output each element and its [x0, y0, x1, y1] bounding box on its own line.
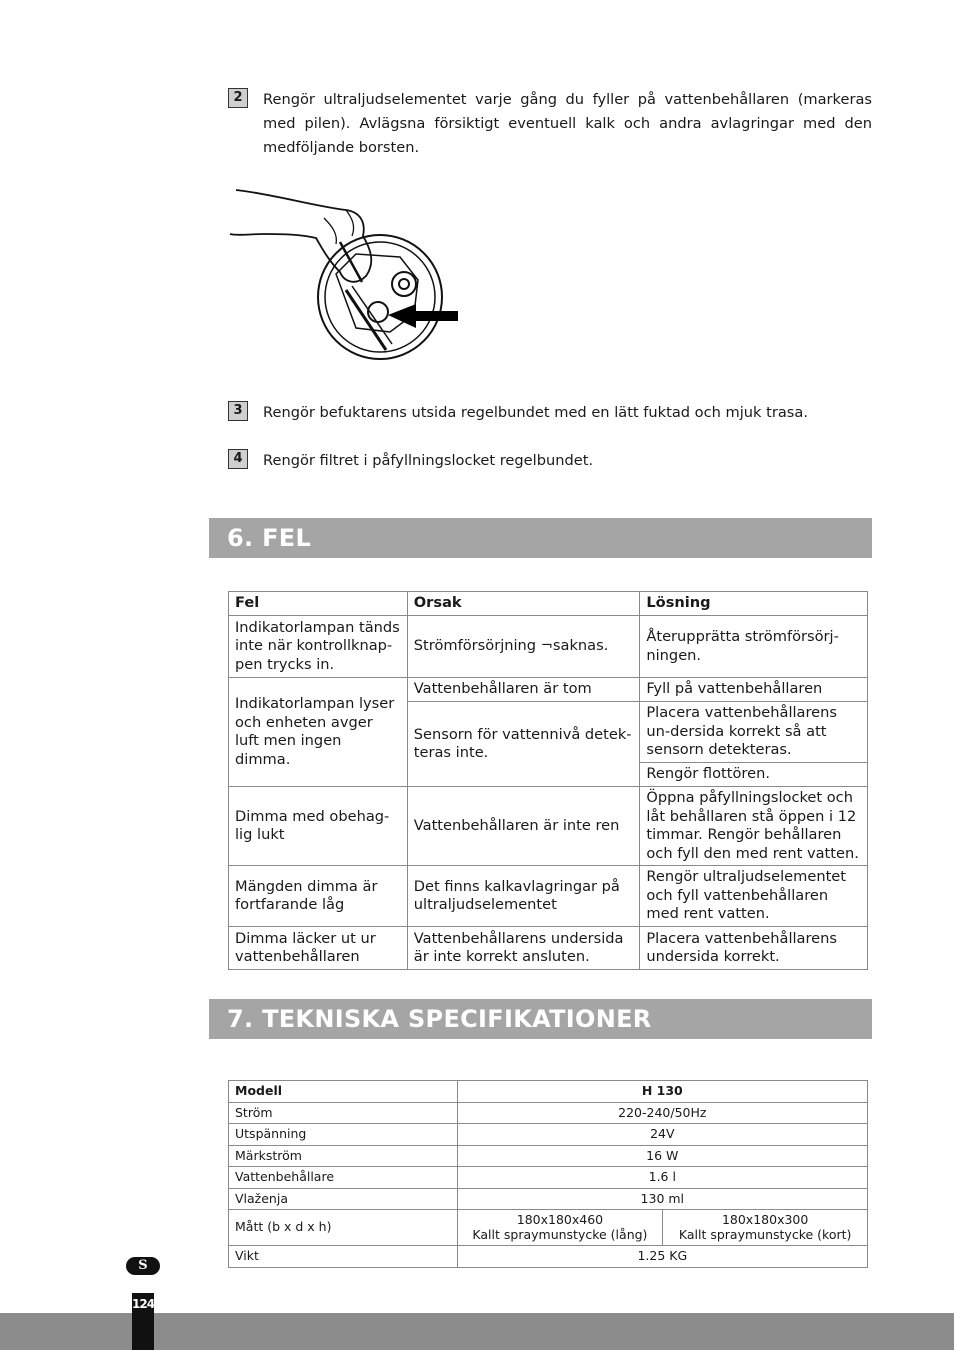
table-row: [229, 1102, 868, 1124]
header-solution: Lösning: [640, 592, 868, 616]
fault-cell: Indikatorlampan tänds inte när kontrollknap-pen trycks in.: [229, 616, 408, 678]
fault-cell: Dimma läcker ut ur vattenbehållaren: [229, 927, 408, 970]
table-row: [229, 1210, 868, 1246]
spec-value: 130 ml: [457, 1188, 867, 1210]
spec-label: Mått (b x d x h): [229, 1210, 458, 1246]
spec-label: Vlaženja: [229, 1188, 458, 1210]
step-text: Rengör befuktarens utsida regelbundet med en lätt fuktad och mjuk trasa.: [263, 404, 808, 421]
solution-cell: Öppna påfyllningslocket och låt behållaren stå öppen i 12 timmar. Rengör behållaren och fyll den med rent vatten.: [640, 787, 868, 866]
short-note: Kallt spraymunstycke (kort): [678, 1226, 852, 1242]
cause-cell: Vattenbehållarens undersida är inte korrekt ansluten.: [407, 927, 640, 970]
table-row: [229, 1124, 868, 1146]
step-4: [228, 449, 872, 473]
spec-label: Vattenbehållare: [229, 1167, 458, 1189]
arrow-icon: [388, 304, 458, 328]
page-number: 124: [132, 1297, 155, 1311]
table-row: [229, 616, 868, 678]
step-2: [228, 88, 872, 160]
header-cause: Orsak: [407, 592, 640, 616]
fault-section-header: [209, 518, 872, 558]
cause-cell: Det finns kalkavlagringar på ultraljudselementet: [407, 866, 640, 927]
table-row: [229, 1246, 868, 1268]
solution-cell: Fyll på vattenbehållaren: [640, 678, 868, 702]
spec-value: 1.6 l: [457, 1167, 867, 1189]
table-row: [229, 866, 868, 927]
spec-value-long: [457, 1210, 663, 1246]
table-header-row: [229, 1081, 868, 1103]
table-header-row: [229, 592, 868, 616]
fault-cell: Dimma med obehag-lig lukt: [229, 787, 408, 866]
spec-value: 1.25 KG: [457, 1246, 867, 1268]
solution-cell: Placera vattenbehållarens un-dersida korrekt så att sensorn detekteras.: [640, 702, 868, 763]
step-text: Rengör filtret i påfyllningslocket regelbundet.: [263, 452, 594, 469]
table-row: [229, 787, 868, 866]
header-fault: Fel: [229, 592, 408, 616]
cause-cell: Sensorn för vattennivå detek-teras inte.: [407, 702, 640, 787]
table-row: [229, 1167, 868, 1189]
language-badge: S: [126, 1257, 160, 1275]
table-row: [229, 927, 868, 970]
table-row: [229, 1145, 868, 1167]
table-row: [229, 678, 868, 702]
solution-cell: Rengör flottören.: [640, 763, 868, 787]
step-number: 3: [228, 401, 248, 421]
spec-label: Utspänning: [229, 1124, 458, 1146]
spec-value: 16 W: [457, 1145, 867, 1167]
spec-label: Ström: [229, 1102, 458, 1124]
spec-value: 24V: [457, 1124, 867, 1146]
spec-value-short: [663, 1210, 868, 1246]
step-number: 4: [228, 449, 248, 469]
fault-cell: Indikatorlampan lyser och enheten avger luft men ingen dimma.: [229, 678, 408, 787]
short-size: 180x180x300: [721, 1212, 809, 1227]
section-title: 6. FEL: [227, 524, 312, 552]
step-text: Rengör ultraljudselementet varje gång du fyller på vattenbehållaren (markeras med pilen). Avlägsna försiktigt eventuell kalk och andra avlagringar med den medföljande borsten.: [263, 91, 872, 156]
section-title: 7. TEKNISKA SPECIFIKATIONER: [227, 1005, 652, 1033]
long-note: Kallt spraymunstycke (lång): [472, 1226, 648, 1242]
step-3: [228, 401, 872, 425]
spec-table: [228, 1080, 868, 1268]
cleaning-illustration: [228, 182, 464, 372]
fault-cell: Mängden dimma är fortfarande låg: [229, 866, 408, 927]
fault-table: [228, 591, 868, 970]
model-value: H 130: [457, 1081, 867, 1103]
cause-cell: Strömförsörjning ¬saknas.: [407, 616, 640, 678]
solution-cell: Återupprätta strömförsörj-ningen.: [640, 616, 868, 678]
spec-label: Vikt: [229, 1246, 458, 1268]
long-size: 180x180x460: [516, 1212, 604, 1227]
spec-value: 220-240/50Hz: [457, 1102, 867, 1124]
model-label: Modell: [229, 1081, 458, 1103]
solution-cell: Rengör ultraljudselementet och fyll vattenbehållaren med rent vatten.: [640, 866, 868, 927]
cause-cell: Vattenbehållaren är tom: [407, 678, 640, 702]
solution-cell: Placera vattenbehållarens undersida korrekt.: [640, 927, 868, 970]
cause-cell: Vattenbehållaren är inte ren: [407, 787, 640, 866]
spec-section-header: [209, 999, 872, 1039]
table-row: [229, 1188, 868, 1210]
step-number: 2: [228, 88, 248, 108]
spec-label: Märkström: [229, 1145, 458, 1167]
